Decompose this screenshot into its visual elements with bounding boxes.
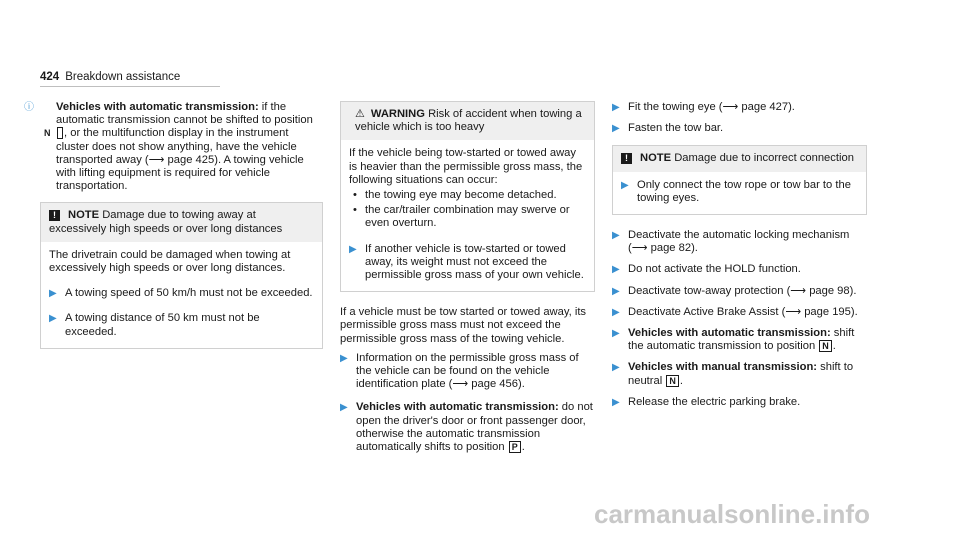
step: ▶ Information on the permissible gross mass of the vehicle can be found on the vehicle identification plate (⟶ page 456). <box>340 351 579 391</box>
step: ▶ Fasten the tow bar. <box>612 122 724 135</box>
step: ▶ Do not activate the HOLD function. <box>612 263 801 276</box>
step-arrow-icon: ▶ <box>612 264 620 276</box>
watermark: carmanualsonline.info <box>594 499 870 529</box>
step: ▶ Deactivate tow-away protection (⟶ page 98). <box>612 284 857 297</box>
note-box <box>40 202 323 348</box>
step-arrow-icon: ▶ <box>612 123 620 135</box>
arrow-ref-icon: ⟶ <box>631 242 648 255</box>
step: ▶ Vehicles with automatic transmission: do not open the driver's door or front passenger door, otherwise the automatic transmission automatically shifts to position P . <box>340 401 593 454</box>
note-box <box>612 145 867 215</box>
page-title: Breakdown assistance <box>65 71 181 83</box>
column-2 <box>340 101 595 454</box>
arrow-ref-icon: ⟶ <box>148 153 165 166</box>
page-link[interactable]: page 427 <box>741 101 789 113</box>
step-arrow-icon: ▶ <box>612 102 620 113</box>
step-arrow-icon: ▶ <box>49 313 57 325</box>
step-arrow-icon: ▶ <box>340 352 348 364</box>
note-header: ! NOTE Damage due to incorrect connection <box>613 146 866 171</box>
note-step: ▶ A towing speed of 50 km/h must not be exceeded. <box>49 287 313 300</box>
step-arrow-icon: ▶ <box>612 285 620 297</box>
warning-box <box>340 101 595 292</box>
page-link[interactable]: page 195 <box>804 305 851 318</box>
gear-key-p: P <box>509 441 521 453</box>
step-arrow-icon: ▶ <box>612 328 620 340</box>
page-header <box>40 71 180 84</box>
warning-bullet: • the towing eye may become detached. <box>349 189 586 202</box>
note-body <box>613 172 866 214</box>
step: ▶ Deactivate Active Brake Assist (⟶ page 195). <box>612 305 858 318</box>
step: ▶ Deactivate the automatic locking mechanism (⟶ page 82). <box>612 229 850 255</box>
page-link[interactable]: page 82 <box>650 242 692 255</box>
info-icon: ⓘ <box>24 102 34 113</box>
warning-triangle-icon: ⚠ <box>355 108 365 120</box>
arrow-ref-icon: ⟶ <box>722 101 739 113</box>
gear-key-n: N <box>57 127 63 139</box>
warning-bullet: • the car/trailer combination may swerve or even overturn. <box>349 204 586 230</box>
page-link[interactable]: page 456 <box>471 378 518 391</box>
column-1 <box>24 101 323 349</box>
note-text: The drivetrain could be damaged when towing at excessively high speeds or over long distances. <box>49 248 291 275</box>
page-link[interactable]: page 425 <box>167 153 215 166</box>
gear-key-n: N <box>666 375 679 387</box>
step: ▶ Fit the towing eye (⟶ page 427). <box>612 101 795 113</box>
warning-step: ▶ If another vehicle is tow-started or towed away, its weight must not exceed the permissible gross mass of your own vehicle. <box>349 242 584 282</box>
warning-header: ⚠ WARNING Risk of accident when towing a vehicle which is too heavy <box>341 102 594 140</box>
step: ▶ Release the electric parking brake. <box>612 395 801 408</box>
step-arrow-icon: ▶ <box>349 243 357 255</box>
arrow-ref-icon: ⟶ <box>785 305 802 318</box>
arrow-ref-icon: ⟶ <box>790 284 807 297</box>
step-arrow-icon: ▶ <box>49 288 57 300</box>
note-step: ▶ Only connect the tow rope or tow bar to the towing eyes. <box>621 178 851 204</box>
step-arrow-icon: ▶ <box>612 396 620 408</box>
paragraph: If a vehicle must be tow started or towed away, its permissible gross mass must not exceed the permissible gross mass of the towing vehicle. <box>340 306 587 345</box>
step-arrow-icon: ▶ <box>340 402 348 414</box>
header-divider <box>40 86 220 87</box>
arrow-ref-icon: ⟶ <box>452 378 469 391</box>
page-link[interactable]: page 98 <box>809 284 850 297</box>
note-step: ▶ A towing distance of 50 km must not be exceeded. <box>49 312 260 338</box>
exclamation-icon: ! <box>621 153 632 164</box>
step-arrow-icon: ▶ <box>612 230 620 242</box>
page-number: 424 <box>40 71 60 83</box>
column-3 <box>612 101 867 409</box>
gear-key-n: N <box>819 340 832 352</box>
note-header: ! NOTE Damage due to towing away at excessively high speeds or over long distances <box>41 203 322 241</box>
warning-body <box>341 140 594 291</box>
step-arrow-icon: ▶ <box>621 179 629 191</box>
step-arrow-icon: ▶ <box>612 362 620 374</box>
exclamation-icon: ! <box>49 210 60 221</box>
step-arrow-icon: ▶ <box>612 306 620 318</box>
info-paragraph: ⓘ Vehicles with automatic transmission: if the automatic transmission cannot be shifted to position N , or the multifunction display in the instrument cluster does not show anything, have the vehicle transported away (⟶ page 425). A towing vehicle with lifting equipment is required for vehicle transportation. <box>24 101 313 193</box>
step: ▶ Vehicles with manual transmission: shift to neutral N . <box>612 361 854 387</box>
step: ▶ Vehicles with automatic transmission: shift the automatic transmission to position N . <box>612 327 855 353</box>
note-body <box>41 242 322 348</box>
warning-text: If the vehicle being tow-started or towed away is heavier than the permissible gross mass, the following situations can occur: <box>349 147 583 186</box>
